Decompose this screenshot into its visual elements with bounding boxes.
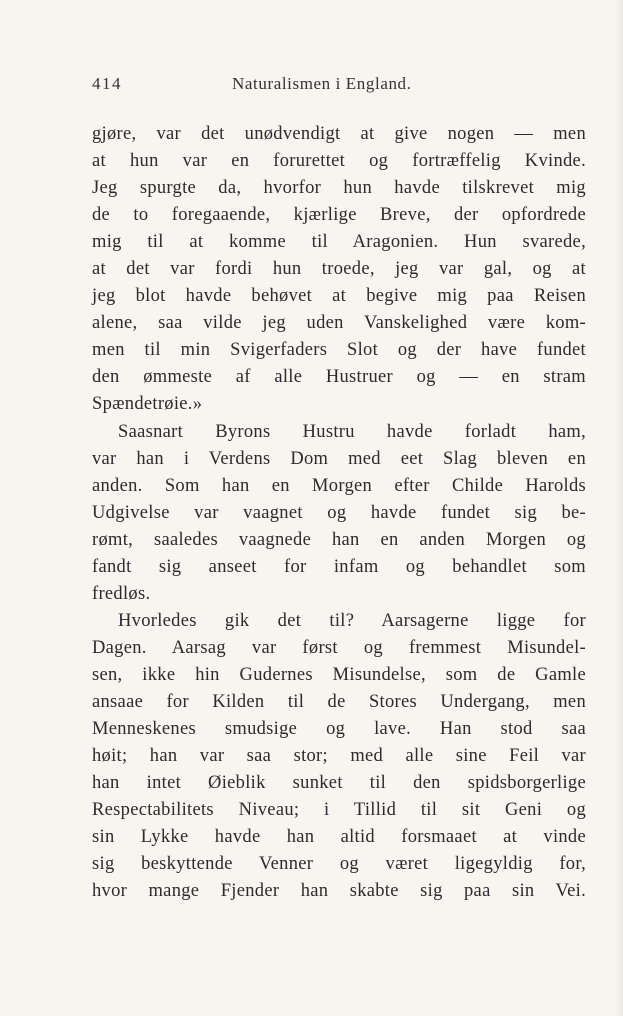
text-line: sin Lykke havde han altid forsmaaet at vinde <box>92 827 586 848</box>
text-line: alene, saa vilde jeg uden Vanskelighed være kom- <box>92 313 586 334</box>
text-line: hvor mange Fjender han skabte sig paa sin Vei. <box>92 881 586 902</box>
text-line: men til min Svigerfaders Slot og der have fundet <box>92 340 586 361</box>
text-line: Dagen. Aarsag var først og fremmest Misundel- <box>92 637 586 658</box>
text-line: Udgivelse var vaagnet og havde fundet sig be- <box>92 502 586 523</box>
body-text <box>92 121 586 905</box>
text-line: at det var fordi hun troede, jeg var gal, og at <box>92 259 586 280</box>
text-line: jeg blot havde behøvet at begive mig paa Reisen <box>92 286 586 307</box>
text-line: Hvorledes gik det til? Aarsagerne ligge for <box>118 610 586 631</box>
text-line: de to foregaaende, kjærlige Breve, der opfordrede <box>92 205 586 226</box>
page-number: 414 <box>92 74 122 93</box>
text-line: ansaae for Kilden til de Stores Undergang, men <box>92 691 586 712</box>
text-line: fandt sig anseet for infam og behandlet som <box>92 556 586 577</box>
text-line: sen, ikke hin Gudernes Misundelse, som de Gamle <box>92 664 586 685</box>
text-line: mig til at komme til Aragonien. Hun svarede, <box>92 232 586 253</box>
text-line: sig beskyttende Venner og været ligegyldig for, <box>92 854 586 875</box>
running-title: Naturalismen i England. <box>232 74 412 93</box>
page-edge-shadow <box>615 0 623 1016</box>
text-line: fredløs. <box>92 583 151 604</box>
text-line: gjøre, var det unødvendigt at give nogen — men <box>92 124 586 144</box>
text-line: at hun var en forurettet og fortræffelig Kvinde. <box>92 151 586 172</box>
page-header <box>92 74 586 100</box>
text-line: Spændetrøie.» <box>92 394 203 415</box>
text-line: rømt, saaledes vaagnede han en anden Morgen og <box>92 529 586 550</box>
text-line: Saasnart Byrons Hustru havde forladt ham, <box>118 421 586 442</box>
text-line: Menneskenes smudsige og lave. Han stod saa <box>92 719 586 740</box>
text-line: han intet Øieblik sunket til den spidsborgerlige <box>92 773 586 794</box>
text-line: den ømmeste af alle Hustruer og — en stram <box>92 367 586 388</box>
text-line: var han i Verdens Dom med eet Slag bleven en <box>92 448 586 469</box>
text-line: høit; han var saa stor; med alle sine Feil var <box>92 746 586 767</box>
text-line: anden. Som han en Morgen efter Childe Harolds <box>92 475 586 496</box>
text-line: Jeg spurgte da, hvorfor hun havde tilskrevet mig <box>92 178 586 199</box>
text-line: Respectabilitets Niveau; i Tillid til sit Geni og <box>92 800 586 821</box>
